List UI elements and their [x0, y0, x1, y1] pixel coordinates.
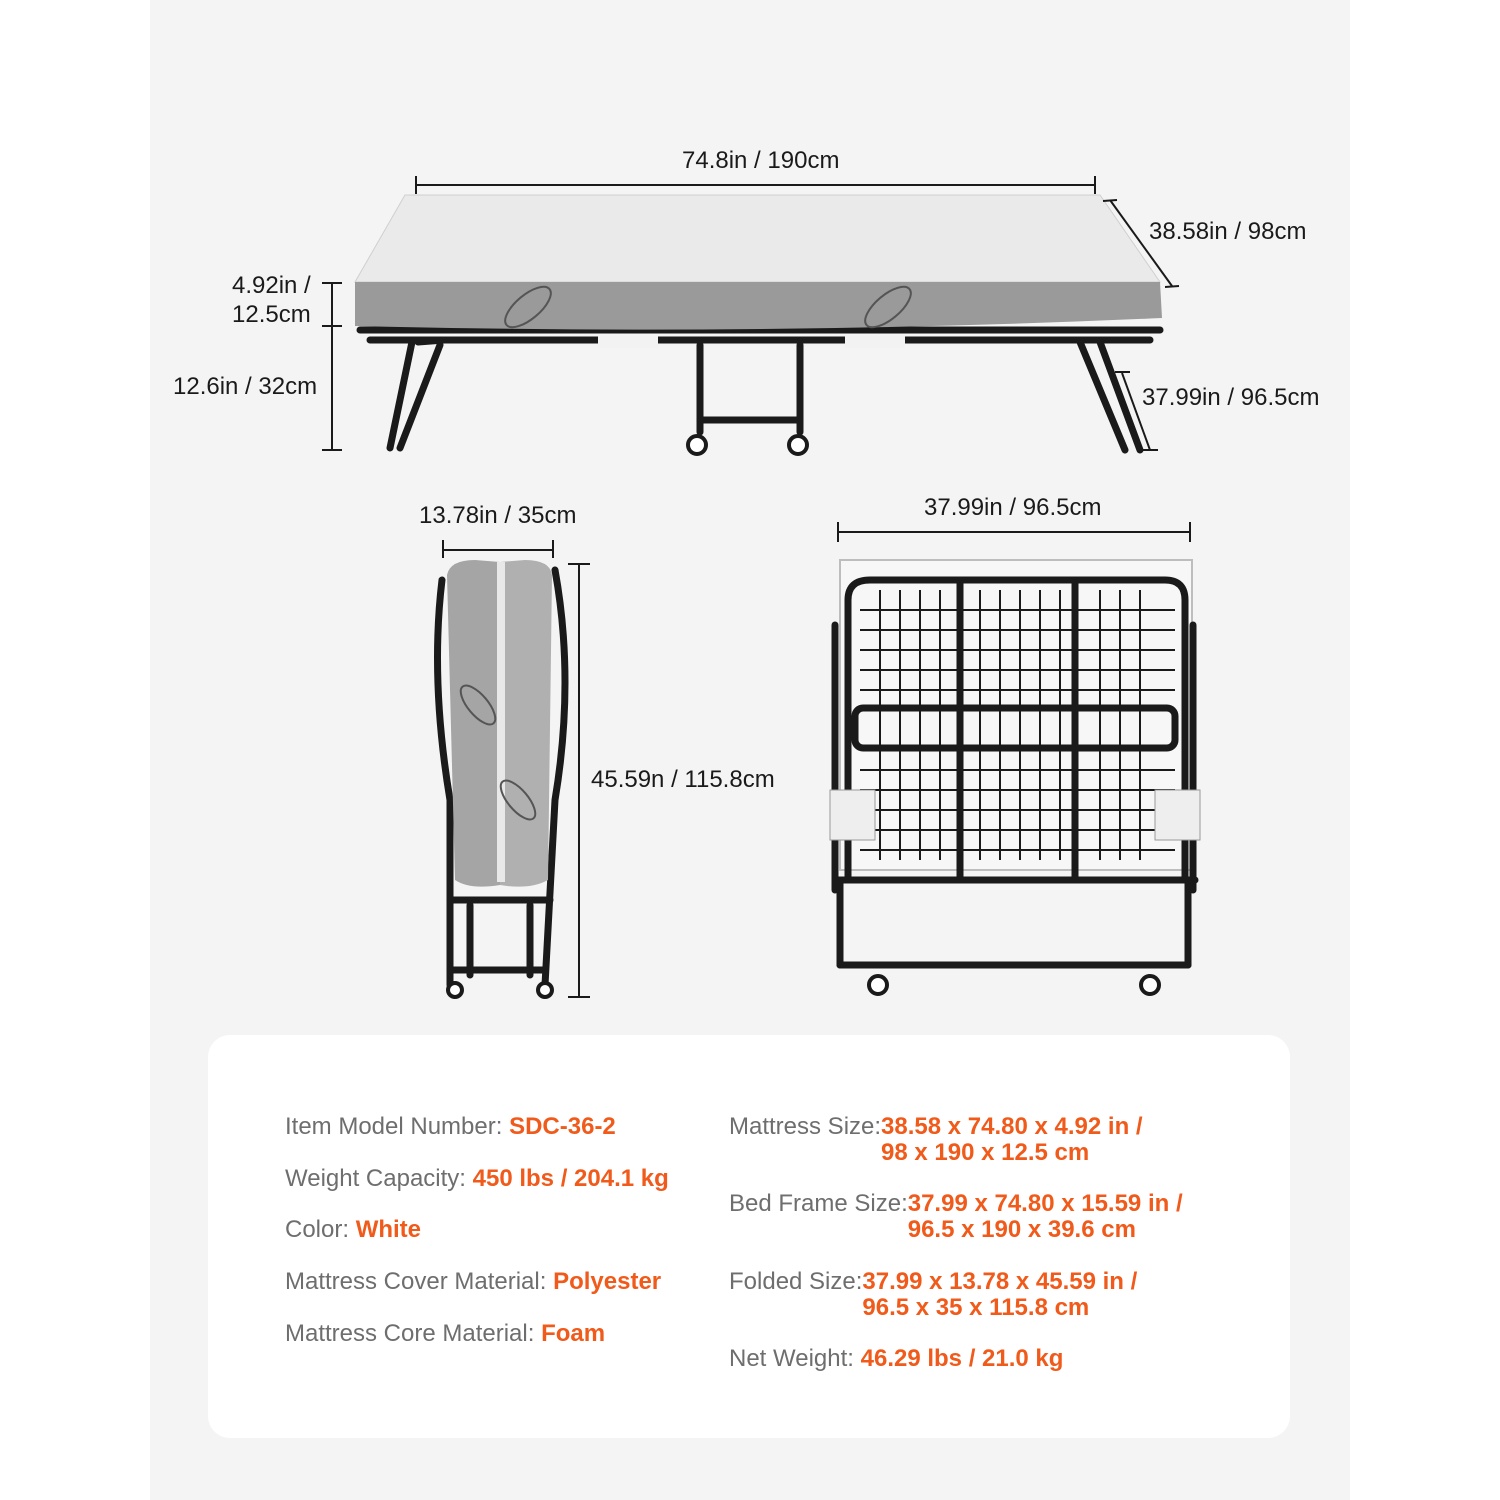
- spec-mattress-size: Mattress Size: 38.58 x 74.80 x 4.92 in / 98 x 190 x 12.5 cm: [729, 1113, 1143, 1166]
- folded-width-line: [837, 531, 1191, 533]
- length-label: 74.8in / 190cm: [682, 147, 840, 174]
- frame-width-label: 37.99in / 96.5cm: [1142, 384, 1320, 411]
- spec-folded-size: Folded Size: 37.99 x 13.78 x 45.59 in / 96.5 x 35 x 115.8 cm: [729, 1268, 1138, 1321]
- spec-model: Item Model Number: SDC-36-2: [285, 1113, 616, 1140]
- folded-width-label: 37.99in / 96.5cm: [924, 494, 1102, 521]
- spec-net-weight: Net Weight: 46.29 lbs / 21.0 kg: [729, 1345, 1064, 1372]
- spec-cover-material: Mattress Cover Material: Polyester: [285, 1268, 662, 1295]
- spec-frame-size: Bed Frame Size: 37.99 x 74.80 x 15.59 in / 96.5 x 190 x 39.6 cm: [729, 1190, 1183, 1243]
- spec-core-material: Mattress Core Material: Foam: [285, 1320, 606, 1347]
- mattress-height-label-1: 4.92in /: [232, 272, 311, 299]
- spec-color: Color: White: [285, 1216, 422, 1243]
- frame-height-label: 12.6in / 32cm: [173, 373, 318, 400]
- spec-weight-capacity: Weight Capacity: 450 lbs / 204.1 kg: [285, 1165, 669, 1192]
- folded-depth-label: 13.78in / 35cm: [419, 502, 577, 529]
- width-label: 38.58in / 98cm: [1149, 218, 1307, 245]
- mattress-height-label-2: 12.5cm: [232, 301, 311, 328]
- folded-height-label: 45.59n / 115.8cm: [591, 766, 775, 793]
